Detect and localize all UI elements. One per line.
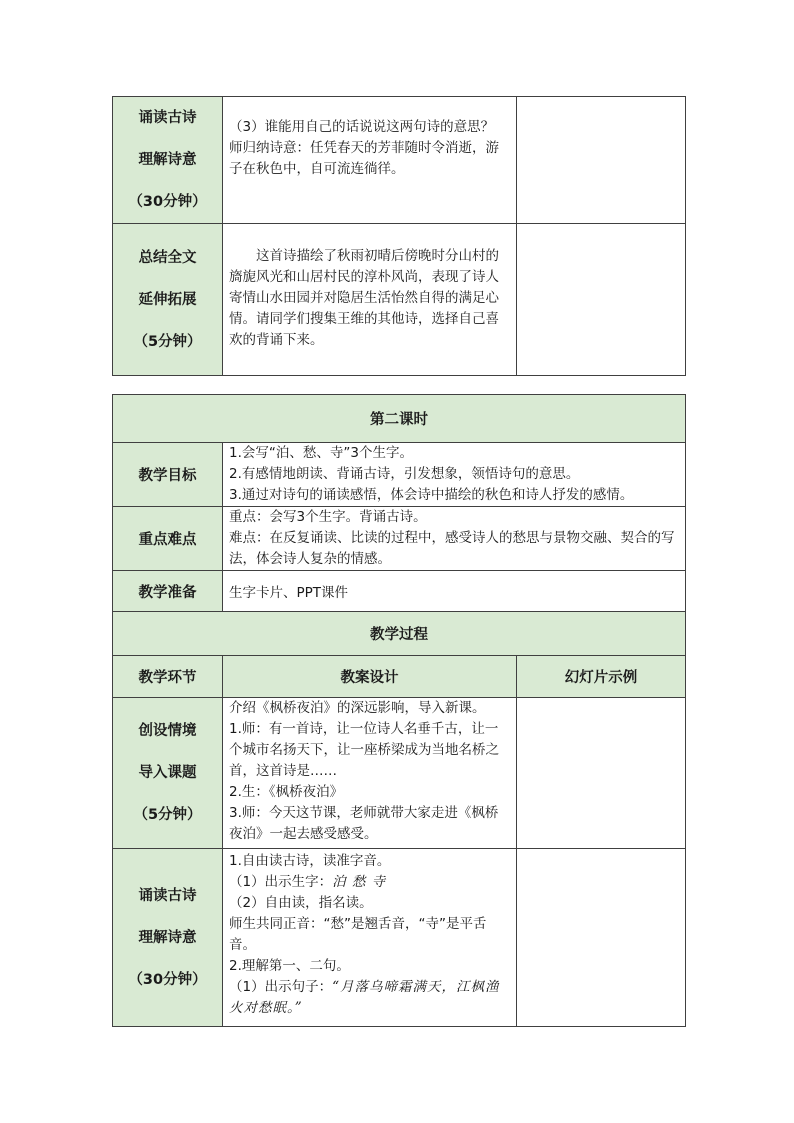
slide-cell bbox=[517, 698, 686, 849]
lesson-table-part1 bbox=[112, 96, 686, 376]
poem-quote: “月落乌啼霜满天，江枫渔火对愁眠。” bbox=[229, 979, 500, 1016]
content-line: 3.师：今天这节课，老师就带大家走进《枫桥夜泊》一起去感受感受。 bbox=[229, 805, 499, 842]
objectives-label: 教学目标 bbox=[113, 443, 223, 507]
stage-label: 诵读古诗 bbox=[138, 887, 197, 904]
stage-cell bbox=[113, 698, 223, 849]
content-line bbox=[229, 872, 510, 893]
content-line: 2.理解第一、二句。 bbox=[229, 958, 350, 974]
col-header-design: 教案设计 bbox=[223, 656, 517, 698]
prep-value: 生字卡片、PPT课件 bbox=[223, 571, 686, 612]
keypoints-label: 重点难点 bbox=[113, 507, 223, 571]
stage-label: 延伸拓展 bbox=[138, 291, 197, 308]
lesson-table-part2 bbox=[112, 394, 686, 1027]
content-cell bbox=[223, 224, 517, 376]
slide-cell bbox=[517, 224, 686, 376]
content-cell bbox=[223, 698, 517, 849]
content-line-text: （1）出示生字： bbox=[229, 874, 333, 890]
objective-item: 1.会写“泊、愁、寺”3个生字。 bbox=[229, 445, 413, 461]
content-line: 介绍《枫桥夜泊》的深远影响，导入新课。 bbox=[229, 700, 486, 716]
content-cell bbox=[223, 849, 517, 1027]
stage-cell bbox=[113, 849, 223, 1027]
keypoint-item: 难点：在反复诵读、比读的过程中，感受诗人的愁思与景物交融、契合的写法，体会诗人复杂的情感。 bbox=[229, 530, 675, 567]
objectives-cell bbox=[223, 443, 686, 507]
content-line bbox=[229, 977, 510, 1019]
content-line: （2）自由读，指名读。 bbox=[229, 895, 373, 911]
col-header-slide: 幻灯片示例 bbox=[517, 656, 686, 698]
slide-cell bbox=[517, 849, 686, 1027]
stage-label: 导入课题 bbox=[138, 765, 197, 781]
stage-duration: （30分钟） bbox=[128, 194, 207, 210]
stage-duration: （5分钟） bbox=[133, 333, 202, 350]
content-line: 1.自由读古诗，读准字音。 bbox=[229, 853, 391, 869]
content-line: 2.生：《枫桥夜泊》 bbox=[229, 784, 344, 800]
content-line: （3）谁能用自己的话说说这两句诗的意思？ bbox=[229, 119, 495, 135]
col-header-stage: 教学环节 bbox=[113, 656, 223, 698]
stage-label: 创设情境 bbox=[138, 723, 197, 739]
content-line: 师归纳诗意：任凭春天的芳菲随时令消逝，游子在秋色中，自可流连徜徉。 bbox=[229, 140, 499, 177]
stage-cell bbox=[113, 224, 223, 376]
content-line: 师生共同正音：“愁”是翘舌音，“寺”是平舌音。 bbox=[229, 916, 487, 953]
lesson-title: 第二课时 bbox=[113, 395, 686, 443]
stage-label: 理解诗意 bbox=[138, 929, 197, 946]
stage-duration: （30分钟） bbox=[128, 971, 207, 988]
stage-label: 诵读古诗 bbox=[138, 110, 197, 126]
process-title: 教学过程 bbox=[113, 612, 686, 656]
new-chars: 泊 愁 寺 bbox=[332, 874, 387, 890]
content-line-text: （1）出示句子： bbox=[229, 979, 333, 995]
stage-label: 理解诗意 bbox=[138, 152, 197, 168]
stage-label: 总结全文 bbox=[138, 249, 197, 266]
keypoint-item: 重点：会写3个生字。背诵古诗。 bbox=[229, 509, 427, 525]
content-line: 这首诗描绘了秋雨初晴后傍晚时分山村的旖旎风光和山居村民的淳朴风尚，表现了诗人寄情山水田园并对隐居生活怡然自得的满足心情。请同学们搜集王维的其他诗，选择自己喜欢的背诵下来。 bbox=[229, 248, 499, 348]
content-cell bbox=[223, 97, 517, 224]
objective-item: 2.有感情地朗读、背诵古诗，引发想象，领悟诗句的意思。 bbox=[229, 466, 580, 482]
keypoints-cell bbox=[223, 507, 686, 571]
prep-label: 教学准备 bbox=[113, 571, 223, 612]
stage-cell bbox=[113, 97, 223, 224]
objective-item: 3.通过对诗句的诵读感悟，体会诗中描绘的秋色和诗人抒发的感情。 bbox=[229, 487, 634, 503]
stage-duration: （5分钟） bbox=[133, 807, 202, 823]
content-line: 1.师：有一首诗，让一位诗人名垂千古，让一个城市名扬天下，让一座桥梁成为当地名桥之首，这首诗是…… bbox=[229, 721, 499, 779]
slide-cell bbox=[517, 97, 686, 224]
